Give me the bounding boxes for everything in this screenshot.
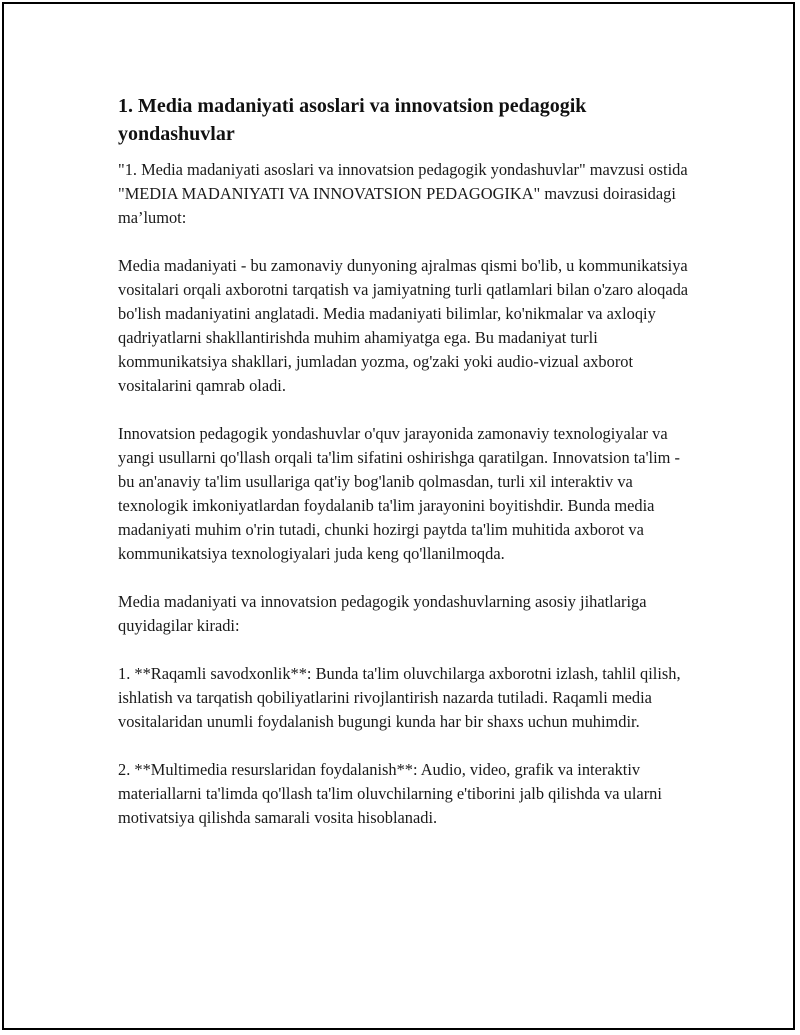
innovative-pedagogy-paragraph: Innovatsion pedagogik yondashuvlar o'quv jarayonida zamonaviy texnologiyalar va yangi usullarni qo'llash orqali ta'lim sifatini oshirishga qaratilgan. Innovatsion ta'lim - bu an'anaviy ta'lim usullariga qat'iy bog'lanib qolmasdan, turli xil interaktiv va texnologik imkoniyatlardan foydalanib ta'lim jarayonini boyitishdir. Bunda media madaniyati muhim o'rin tutadi, chunki hozirgi paytda ta'lim muhitida axborot va kommunikatsiya texnologiyalari juda keng qo'llanilmoqda. (118, 424, 680, 563)
document-title: 1. Media madaniyati asoslari va innovatsion pedagogik yondashuvlar (118, 95, 587, 145)
key-aspects-intro-paragraph: Media madaniyati va innovatsion pedagogik yondashuvlarning asosiy jihatlariga quyidagilar kiradi: (118, 592, 647, 635)
media-culture-paragraph: Media madaniyati - bu zamonaviy dunyoning ajralmas qismi bo'lib, u kommunikatsiya vositalari orqali axborotni tarqatish va jamiyatning turli qatlamlari bilan o'zaro aloqada bo'lish madaniyatini anglatadi. Media madaniyati bilimlar, ko'nikmalar va axloqiy qadriyatlarni shakllantirishda muhim ahamiyatga ega. Bu madaniyat turli kommunikatsiya shakllari, jumladan yozma, og'zaki yoki audio-vizual axborot vositalarini qamrab oladi. (118, 256, 689, 395)
intro-paragraph: "1. Media madaniyati asoslari va innovatsion pedagogik yondashuvlar" mavzusi ostida "MEDIA MADANIYATI VA INNOVATSION PEDAGOGIKA" mavzusi doirasidagi ma’lumot: (118, 160, 688, 227)
document-body (118, 92, 698, 854)
list-item-digital-literacy: 1. **Raqamli savodxonlik**: Bunda ta'lim oluvchilarga axborotni izlash, tahlil qilish, ishlatish va tarqatish qobiliyatlarini rivojlantirish nazarda tutiladi. Raqamli media vositalaridan unumli foydalanish bugungi kunda har bir shaxs uchun muhimdir. (118, 664, 681, 731)
list-item-multimedia-resources: 2. **Multimedia resurslaridan foydalanish**: Audio, video, grafik va interaktiv materiallarni ta'limda qo'llash ta'lim oluvchilarning e'tiborini jalb qilishda va ularni motivatsiya qilishda samarali vosita hisoblanadi. (118, 760, 662, 827)
